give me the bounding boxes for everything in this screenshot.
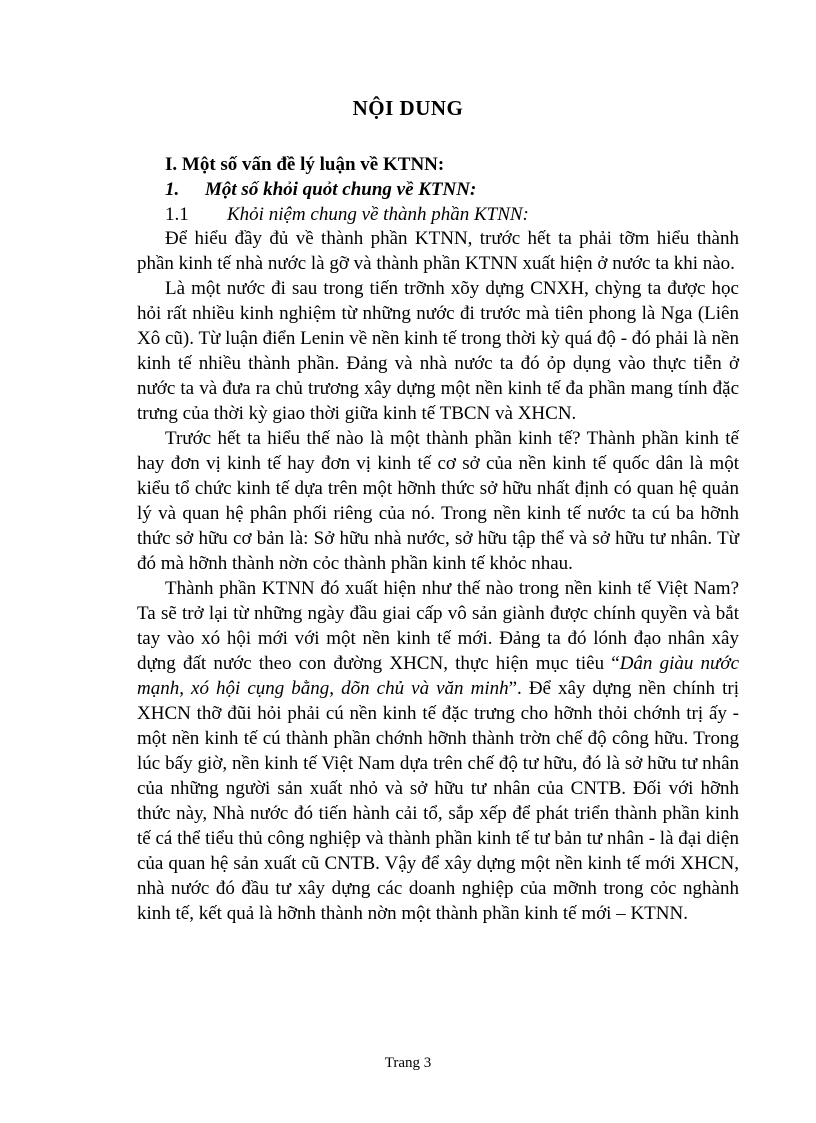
body-text xyxy=(137,226,739,926)
section-heading-2-text: Một số khỏi quỏt chung về KTNN: xyxy=(205,179,477,200)
paragraph-4 xyxy=(137,576,739,926)
section-heading-2 xyxy=(165,179,476,201)
paragraph-4-quote: Dân giàu nước mạnh, xó hội cụng bằng, dõn chủ và văn minh xyxy=(137,653,739,699)
section-heading-3-number: 1.1 xyxy=(165,204,189,225)
section-heading-1: I. Một số vấn đề lý luận về KTNN: xyxy=(165,154,445,175)
section-heading-3 xyxy=(165,204,529,226)
paragraph-2: Là một nước đi sau trong tiến trỡnh xõy dựng CNXH, chỳng ta được học hỏi rất nhiều kinh nghiệm từ những nước đi trước mà tiên phong là Nga (Liên Xô cũ). Từ luận điển Lenin về nền kinh tế trong thời kỳ quá độ - đó phải là nền kinh tế nhiều thành phần. Đảng và nhà nước ta đó ỏp dụng vào thực tiễn ở nước ta và đưa ra chủ trương xây dựng một nền kinh tế đa phần mang tính đặc trưng của thời kỳ giao thời giữa kinh tế TBCN và XHCN. xyxy=(137,278,739,424)
paragraph-1: Để hiểu đầy đủ về thành phần KTNN, trước hết ta phải tỡm hiểu thành phần kinh tế nhà nước là gỡ và thành phần KTNN xuất hiện ở nước ta khi nào. xyxy=(137,228,739,274)
section-heading-3-text: Khỏi niệm chung về thành phần KTNN: xyxy=(227,204,529,225)
section-heading-2-number: 1. xyxy=(165,179,180,200)
paragraph-4-part-a: Thành phần KTNN đó xuất hiện như thế nào trong nền kinh tế Việt Nam? Ta sẽ trở lại từ những ngày đầu giai cấp vô sản giành được chính quyền và bắt tay vào xó hội mới với một nền kinh tế mới. Đảng ta đó lónh đạo nhân xây dựng đất nước theo con đường XHCN, thực hiện mục tiêu “ xyxy=(137,578,739,674)
page-number: Trang 3 xyxy=(384,1055,432,1071)
paragraph-4-part-b: ”. Để xây dựng nền chính trị XHCN thỡ đũi hỏi phải cú nền kinh tế đặc trưng cho hỡnh thỏi chớnh trị ấy - một nền kinh tế cú thành phần chớnh hỡnh thành trờn chế độ công hữu. Trong lúc bấy giờ, nền kinh tế Việt Nam dựa trên chế độ tư hữu, đó là sở hữu tư nhân của những người sản xuất nhỏ và sở hữu tư nhân của CNTB. Đối với hỡnh thức này, Nhà nước đó tiến hành cải tổ, sắp xếp để phát triển thành phần kinh tế cá thể tiểu thủ công nghiệp và thành phần kinh tế tư bản tư nhân - là đại diện của quan hệ sản xuất cũ CNTB. Vậy để xây dựng một nền kinh tế mới XHCN, nhà nước đó đầu tư xây dựng các doanh nghiệp của mỡnh trong cỏc nghành kinh tế, kết quả là hỡnh thành nờn một thành phần kinh tế mới – KTNN. xyxy=(137,678,739,924)
page-title: NỘI DUNG xyxy=(352,96,464,120)
paragraph-3: Trước hết ta hiểu thế nào là một thành phần kinh tế? Thành phần kinh tế hay đơn vị kinh tế hay đơn vị kinh tế cơ sở của nền kinh tế quốc dân là một kiểu tổ chức kinh tế dựa trên một hỡnh thức sở hữu nhất định có quan hệ quản lý và quan hệ phân phối riêng của nó. Trong nền kinh tế nước ta cú ba hỡnh thức sở hữu cơ bản là: Sở hữu nhà nước, sở hữu tập thể và sở hữu tư nhân. Từ đó mà hỡnh thành nờn cỏc thành phần kinh tế khỏc nhau. xyxy=(137,428,739,574)
